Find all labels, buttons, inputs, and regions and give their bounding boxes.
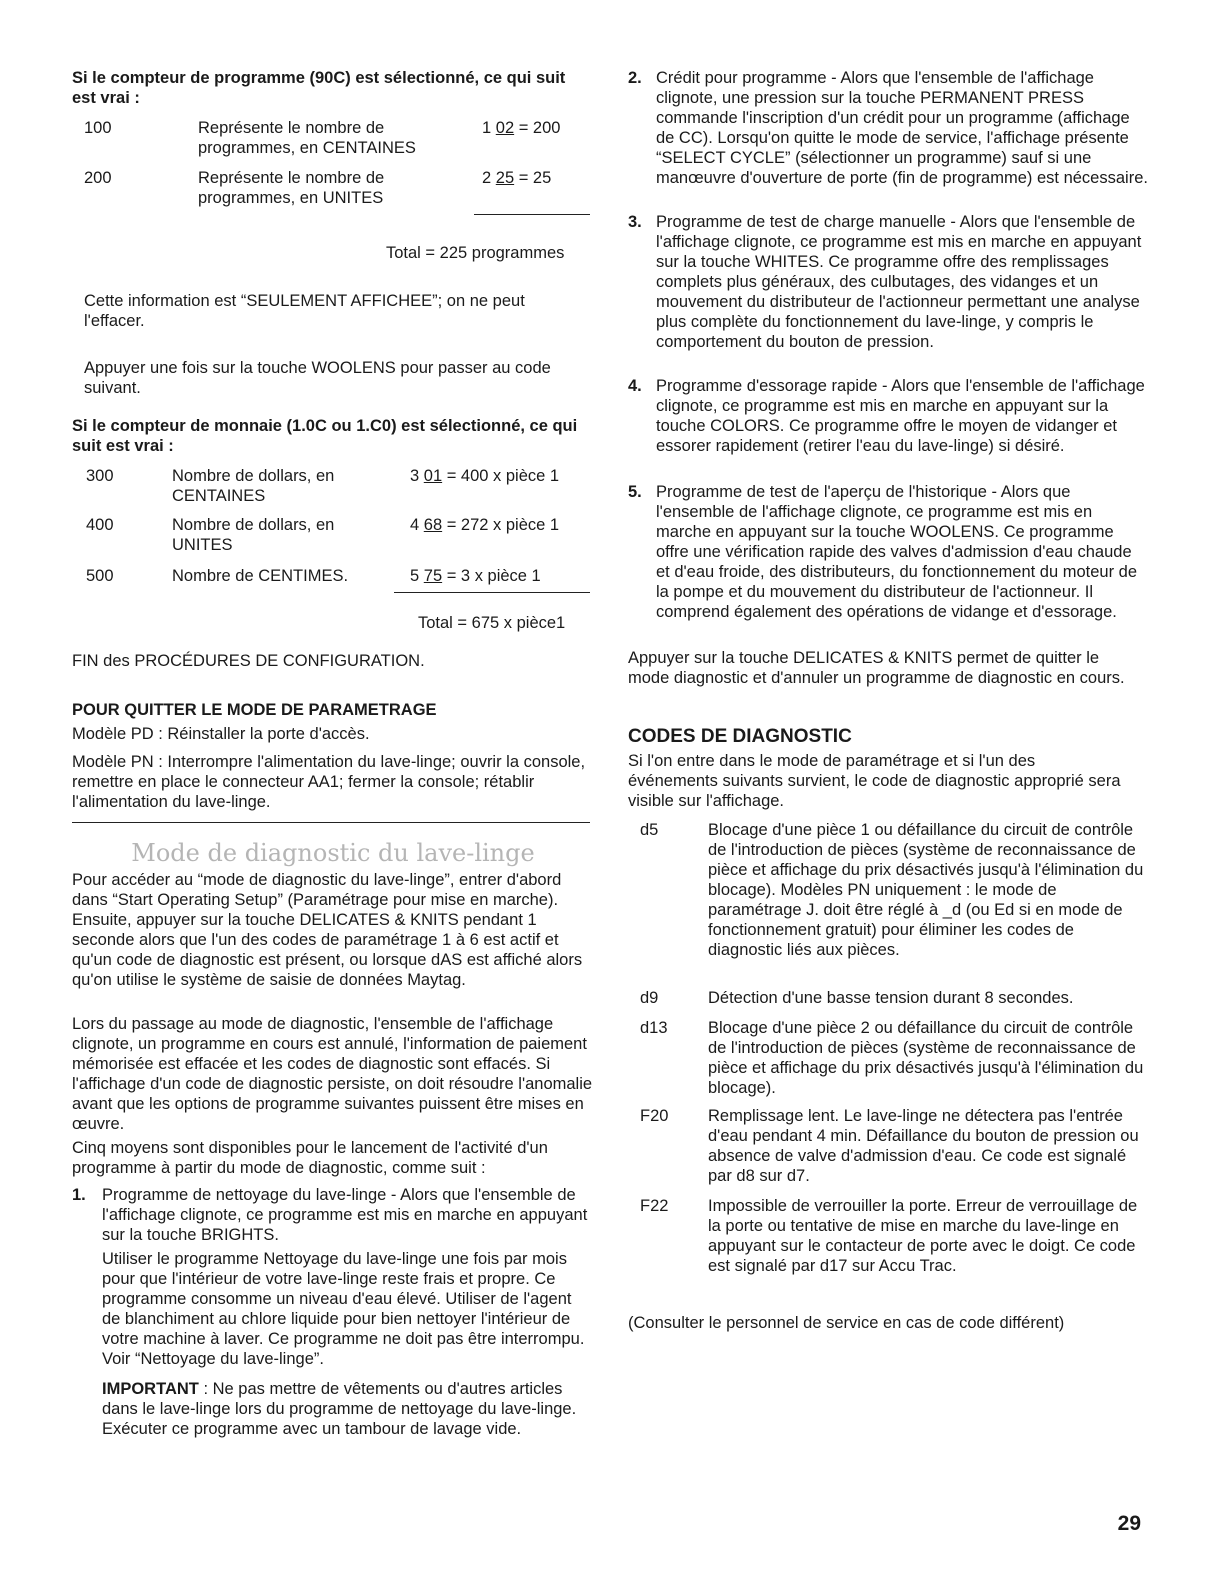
- item-text: Crédit pour programme - Alors que l'ensemble de l'affichage clignote, une pression sur la touche PERMANENT PRESS commande l'inscription d'un crédit pour un programme (affichage de CC). Lorsqu'on quitte le mode de service, l'affichage présente “SELECT CYCLE” (sélectionner un programme) sauf si une manœuvre d'ouverture de porte (fin de programme) est nécessaire.: [656, 69, 1148, 187]
- table-value: 2 25 = 25: [482, 169, 552, 187]
- program-total: Total = 225 programmes: [386, 244, 565, 262]
- code-desc: Détection d'une basse tension durant 8 secondes.: [708, 989, 1074, 1007]
- table-value: 3 01 = 400 x pièce 1: [410, 467, 560, 485]
- page-number: 29: [1117, 1512, 1141, 1535]
- table-desc: Représente le nombre de programmes, en UNITES: [198, 169, 385, 207]
- diagnostic-item-1: [72, 1185, 594, 1465]
- table-desc: Nombre de CENTIMES.: [172, 567, 349, 585]
- quit-pd-note: Modèle PD : Réinstaller la porte d'accès.: [72, 725, 370, 743]
- section-divider: [72, 822, 590, 823]
- table-value: 4 68 = 272 x pièce 1: [410, 516, 560, 534]
- table-code: 400: [86, 516, 114, 534]
- item-number: 4.: [628, 377, 642, 395]
- total-rule: [394, 592, 590, 593]
- diagnostic-codes-heading: CODES DE DIAGNOSTIC: [628, 726, 852, 747]
- table-desc: Représente le nombre de programmes, en CENTAINES: [198, 119, 416, 157]
- code-id: F22: [640, 1197, 669, 1215]
- item-text: Programme de nettoyage du lave-linge - Alors que l'ensemble de l'affichage clignote, ce programme est mis en marche en appuyant sur la touche BRIGHTS.: [102, 1186, 588, 1244]
- code-desc: Remplissage lent. Le lave-linge ne détectera pas l'entrée d'eau pendant 4 min. Défaillance du bouton de pression ou absence de valve d'admission d'eau. Ce code est signalé par d8 sur d7.: [708, 1107, 1139, 1185]
- diagnostic-paragraph-3: Cinq moyens sont disponibles pour le lancement de l'activité d'un programme à partir du mode de diagnostic, comme suit :: [72, 1139, 548, 1177]
- code-id: d13: [640, 1019, 668, 1037]
- item-number: 5.: [628, 483, 642, 501]
- important-label: IMPORTANT: [102, 1380, 199, 1398]
- item-text: Programme d'essorage rapide - Alors que l'ensemble de l'affichage clignote, ce programme est mis en marche en appuyant sur la touche COLORS. Ce programme offre le moyen de vidanger et essorer rapidement (retirer l'eau du lave-linge) si désiré.: [656, 377, 1145, 455]
- code-id: F20: [640, 1107, 669, 1125]
- diagnostic-codes-intro: Si l'on entre dans le mode de paramétrage et si l'un des événements suivants survient, le code de diagnostic approprié sera visible sur l'affichage.: [628, 752, 1121, 810]
- diagnostic-section-title: Mode de diagnostic du lave-linge: [131, 839, 535, 867]
- total-rule: [474, 214, 590, 215]
- table-value: 1 02 = 200: [482, 119, 561, 137]
- table-code: 500: [86, 567, 114, 585]
- code-desc: Impossible de verrouiller la porte. Erreur de verrouillage de la porte ou tentative de mise en marche du lave-linge en appuyant sur le contacteur de porte avec le doigt. Ce code est signalé par d17 sur Accu Trac.: [708, 1197, 1138, 1275]
- code-desc: Blocage d'une pièce 1 ou défaillance du circuit de contrôle de l'introduction de pièces (système de reconnaissance de pièce et affichage du prix désactivés jusqu'à l'élimination du blocage). Modèles PN uniquement : le mode de paramétrage J. doit être réglé à _d (ou Ed si en mode de fonctionnement gratuit) pour éliminer les codes de diagnostic liés aux pièces.: [708, 821, 1144, 959]
- table-desc: Nombre de dollars, en CENTAINES: [172, 467, 335, 505]
- diagnostic-paragraph-1: Pour accéder au “mode de diagnostic du lave-linge”, entrer d'abord dans “Start Operating Setup” (Paramétrage pour mise en marche). Ensuite, appuyer sur la touche DELICATES & KNITS pendant 1 seconde alors que l'un des codes de paramétrage 1 à 6 est actif et qu'un code de diagnostic est présent, ou lorsque dAS est affiché alors qu'on utilise le système de saisie de données Maytag.: [72, 871, 583, 989]
- code-id: d9: [640, 989, 659, 1007]
- item-number: 3.: [628, 213, 642, 231]
- code-desc: Blocage d'une pièce 2 ou défaillance du circuit de contrôle de l'introduction de pièces (système de reconnaissance de pièce et affichage du prix désactivés jusqu'à l'élimination du blocage).: [708, 1019, 1144, 1097]
- code-id: d5: [640, 821, 659, 839]
- program-next-note: Appuyer une fois sur la touche WOOLENS pour passer au code suivant.: [84, 359, 551, 397]
- table-code: 200: [84, 169, 112, 187]
- item-paragraph: Utiliser le programme Nettoyage du lave-linge une fois par mois pour que l'intérieur de votre lave-linge reste frais et propre. Ce programme consomme un niveau d'eau élevé. Utiliser de l'agent de blanchiment au chlore liquide pour bien nettoyer l'intérieur de votre machine à laver. Ce programme ne doit pas être interrompu. Voir “Nettoyage du lave-linge”.: [102, 1250, 585, 1368]
- item-text: Programme de test de charge manuelle - Alors que l'ensemble de l'affichage clignote, ce programme est mis en marche en appuyant sur la touche WHITES. Ce programme offre des remplissages complets plus généraux, des culbutages, des vidanges et un mouvement du distributeur de l'actionneur permettant une analyse plus complète du fonctionnement du lave-linge, y compris le comportement du bouton de pression.: [656, 213, 1142, 351]
- quit-pn-note: Modèle PN : Interrompre l'alimentation du lave-linge; ouvrir la console, remettre en place le connecteur AA1; fermer la console; rétablir l'alimentation du lave-linge.: [72, 753, 586, 811]
- item-number: 1.: [72, 1186, 86, 1204]
- important-note: IMPORTANT : Ne pas mettre de vêtements ou d'autres articles dans le lave-linge lors du programme de nettoyage du lave-linge. Exécuter ce programme avec un tambour de lavage vide.: [102, 1380, 577, 1438]
- program-counter-heading: Si le compteur de programme (90C) est sélectionné, ce qui suit est vrai :: [72, 69, 566, 107]
- item-number: 2.: [628, 69, 642, 87]
- program-info-note: Cette information est “SEULEMENT AFFICHEE”; on ne peut l'effacer.: [84, 292, 525, 330]
- item-text: Programme de test de l'aperçu de l'historique - Alors que l'ensemble de l'affichage clignote, ce programme est mis en marche en appuyant sur la touche WOOLENS. Ce programme offre une vérification rapide des valves d'admission d'eau chaude et d'eau froide, des distributeurs, du fonctionnement du moteur de la pompe et du mouvement du distributeur de l'actionneur. Il comprend également des opérations de vidange et d'essorage.: [656, 483, 1138, 621]
- diagnostic-paragraph-2: Lors du passage au mode de diagnostic, l'ensemble de l'affichage clignote, un programme en cours est annulé, l'information de paiement mémorisée est effacée et les codes de diagnostic sont effacés. Si l'affichage d'un code de diagnostic persiste, on doit résoudre l'anomalie avant que les options de programme suivantes puissent être mises en œuvre.: [72, 1015, 593, 1133]
- table-desc: Nombre de dollars, en UNITES: [172, 516, 335, 554]
- diagnostic-codes-list: [628, 820, 1148, 1320]
- consult-note: (Consulter le personnel de service en cas de code différent): [628, 1314, 1065, 1332]
- table-value: 5 75 = 3 x pièce 1: [410, 567, 541, 585]
- quit-diagnostic-note: Appuyer sur la touche DELICATES & KNITS permet de quitter le mode diagnostic et d'annuler un programme de diagnostic en cours.: [628, 649, 1125, 687]
- table-code: 100: [84, 119, 112, 137]
- table-code: 300: [86, 467, 114, 485]
- money-total: Total = 675 x pièce1: [418, 614, 566, 632]
- end-config-note: FIN des PROCÉDURES DE CONFIGURATION.: [72, 652, 425, 670]
- money-counter-heading: Si le compteur de monnaie (1.0C ou 1.C0) est sélectionné, ce qui suit est vrai :: [72, 417, 578, 455]
- quit-setup-heading: POUR QUITTER LE MODE DE PARAMETRAGE: [72, 701, 437, 719]
